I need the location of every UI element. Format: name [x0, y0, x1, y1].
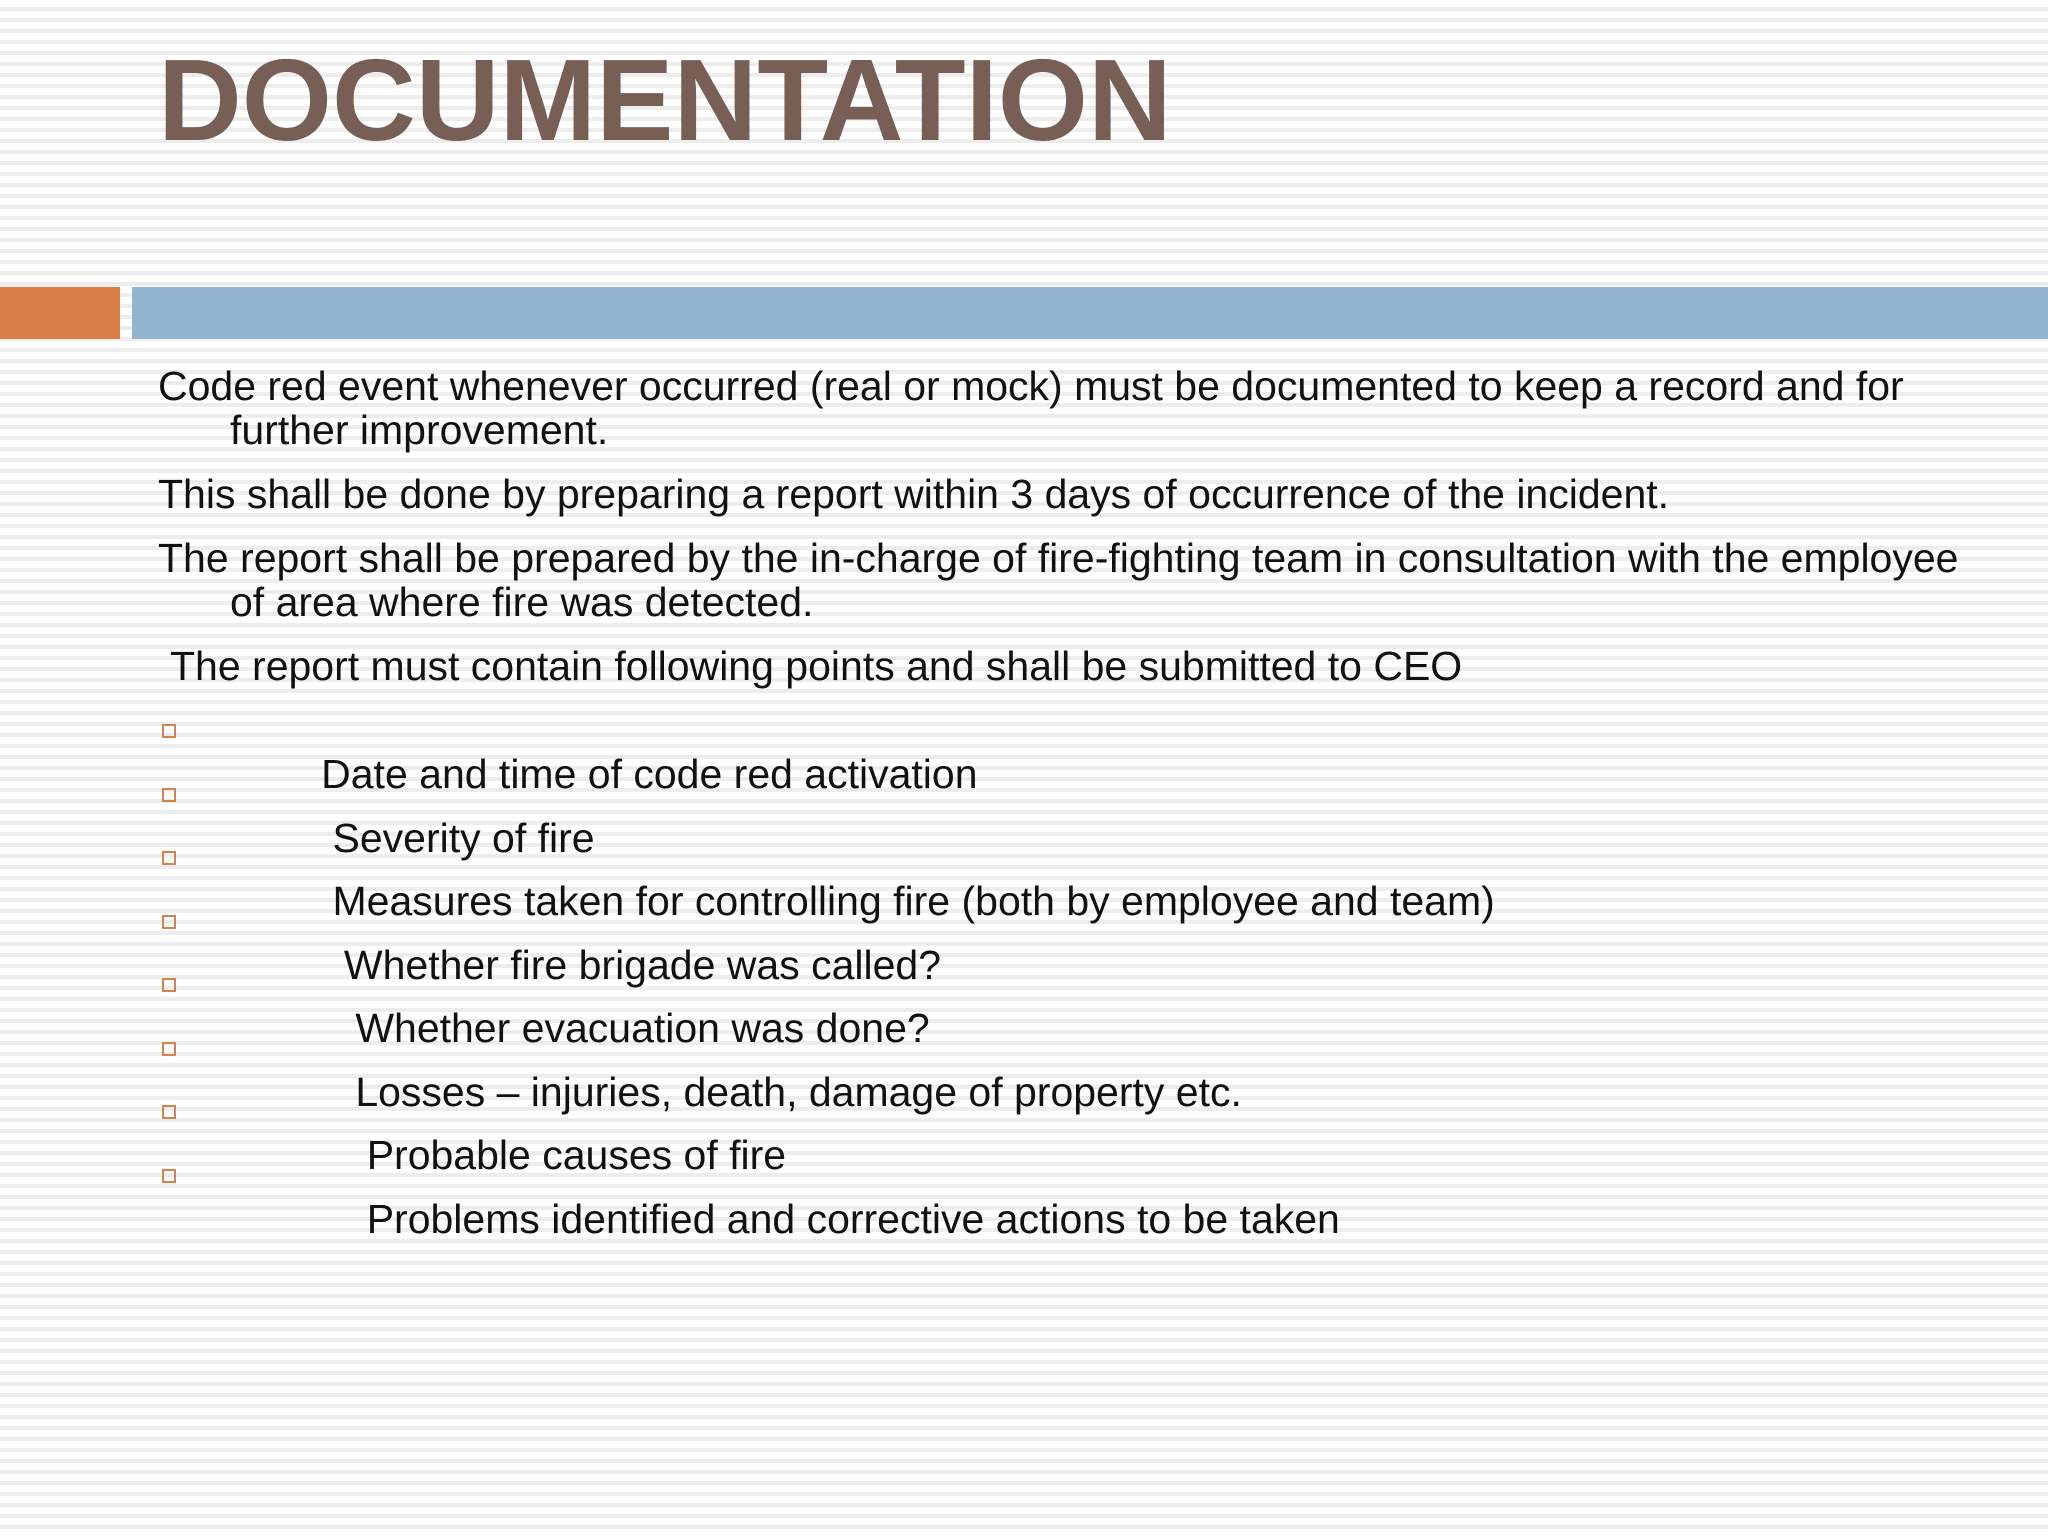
list-item — [158, 835, 1998, 924]
list-item — [158, 1026, 1998, 1115]
list-item — [158, 1153, 1998, 1242]
slide-body — [158, 363, 1998, 1242]
list-item-text: Probable causes of fire — [321, 1132, 787, 1178]
list-item-text: Whether evacuation was done? — [321, 1005, 930, 1051]
accent-bar-orange — [0, 287, 120, 339]
hollow-square-icon — [162, 851, 176, 865]
paragraph-report-contents: The report must contain following points and shall be submitted to CEO — [170, 643, 1463, 689]
list-item-text: Whether fire brigade was called? — [321, 941, 942, 988]
list-item — [158, 708, 1998, 797]
hollow-square-icon — [162, 788, 176, 802]
slide-title: DOCUMENTATION — [158, 35, 1172, 165]
list-item-text: Date and time of code red activation — [321, 751, 978, 797]
hollow-square-icon — [162, 1105, 176, 1119]
paragraph-report-author: The report shall be prepared by the in-charge of fire-fighting team in consultation with the employee of area where fire was detected. — [158, 535, 1959, 625]
paragraph-report-timing: This shall be done by preparing a report within 3 days of occurrence of the incident. — [158, 471, 1670, 517]
list-item-text: Problems identified and corrective actions to be taken — [321, 1195, 1340, 1242]
list-item-text: Measures taken for controlling fire (both by employee and team) — [321, 878, 1495, 924]
hollow-square-icon — [162, 1042, 176, 1056]
paragraph-record: Code red event whenever occurred (real or mock) must be documented to keep a record and for further improvement. — [158, 363, 1904, 453]
list-item — [158, 772, 1998, 861]
hollow-square-icon — [162, 978, 176, 992]
list-item — [158, 899, 1998, 988]
list-item — [158, 1089, 1998, 1178]
hollow-square-icon — [162, 1169, 176, 1183]
list-item-text: Losses – injuries, death, damage of property etc. — [321, 1068, 1242, 1115]
list-item — [158, 962, 1998, 1051]
accent-bar-blue — [132, 287, 2048, 339]
hollow-square-icon — [162, 724, 176, 738]
hollow-square-icon — [162, 915, 176, 929]
bullet-list — [158, 708, 1998, 1242]
list-item-text: Severity of fire — [321, 814, 595, 861]
